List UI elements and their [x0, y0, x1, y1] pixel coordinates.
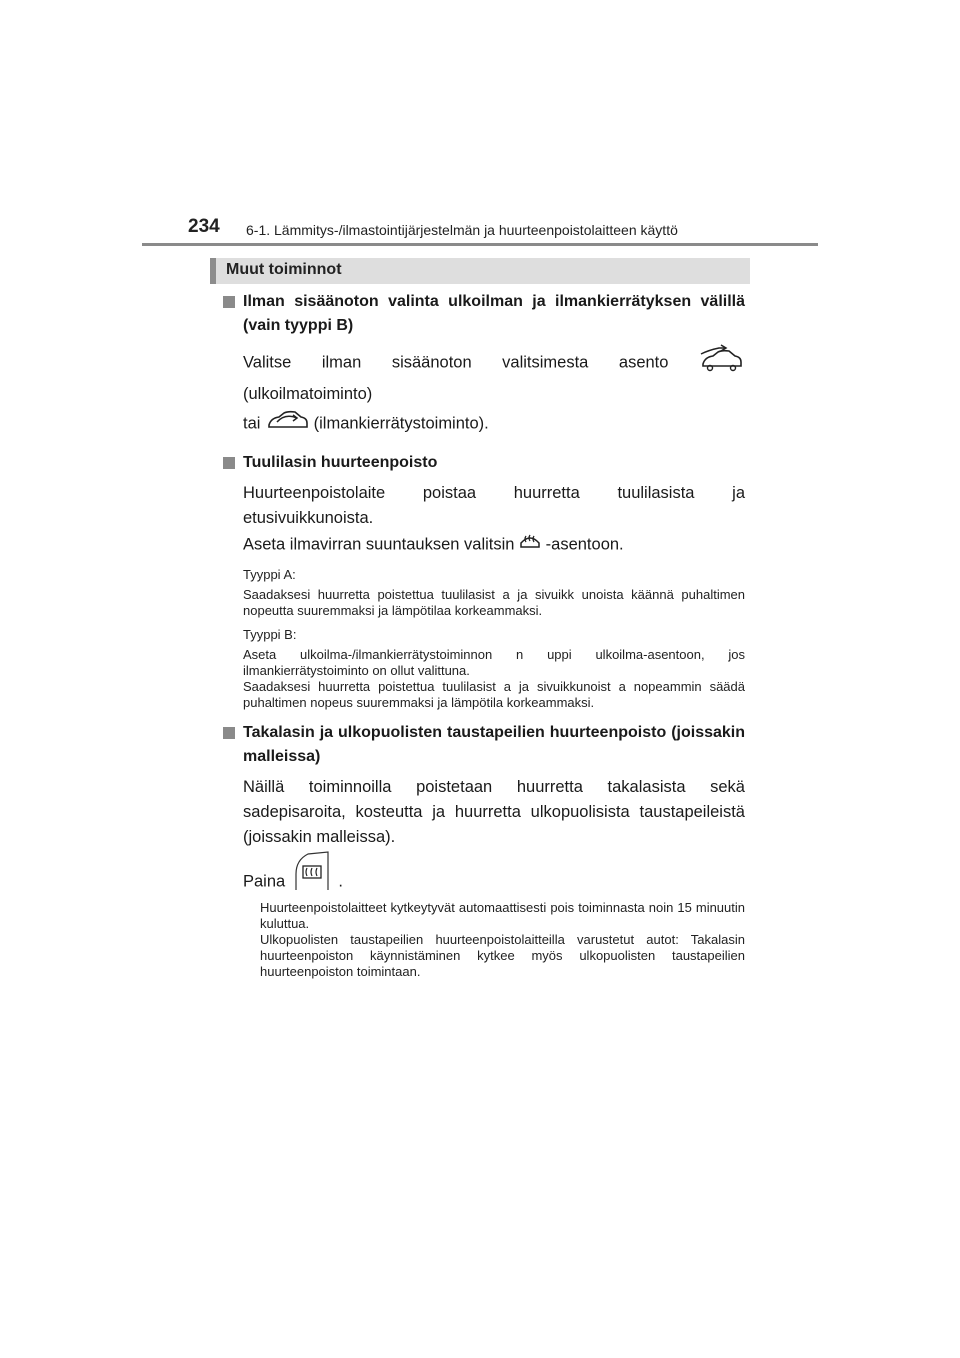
recirculation-mode-icon — [265, 407, 309, 441]
windshield-defogger-icon — [519, 531, 541, 559]
type-a-label: Tyyppi A: — [243, 567, 296, 582]
type-b-text-2: Saadaksesi huurretta poistettua tuulilasist a ja sivuikkunoist a nopeammin säädä puhaltimen nopeus suuremmaksi ja lämpötila korkeammaksi. — [243, 679, 745, 710]
rear-defog-text: Näillä toiminnoilla poistetaan huurretta takalasista sekä sadepisaroita, kosteutta ja huurretta ulkopuolisista taustapeileistä (joissakin malleissa). — [243, 778, 745, 846]
page-content — [223, 290, 745, 980]
square-bullet-icon — [223, 296, 235, 308]
header-rule — [142, 243, 818, 246]
type-b-label: Tyyppi B: — [243, 627, 297, 642]
intake-text: Valitse ilman sisäänoton valitsimesta asento (ulkoilmatoiminto) tai (ilmankierrätystoiminto). — [223, 344, 745, 441]
press-instruction: Paina . — [223, 850, 745, 896]
chapter-title: 6-1. Lämmitys-/ilmastointijärjestelmän ja huurteenpoistolaitteen käyttö — [246, 222, 678, 238]
page-number: 234 — [188, 216, 220, 237]
note-1: Huurteenpoistolaitteet kytkeytyvät automaattisesti pois toiminnasta noin 15 minuutin kuluttua. — [260, 900, 745, 931]
note-2: Ulkopuolisten taustapeilien huurteenpoistolaitteilla varustetut autot: Takalasin huurteenpoiston käynnistäminen kytkee myös ulkopuolisten taustapeilien huurteenpoiston toimintaan. — [260, 932, 745, 979]
windshield-heading: Tuulilasin huurteenpoisto — [223, 451, 745, 475]
windshield-text: Huurteenpoistolaite poistaa huurretta tuulilasista ja etusivuikkunoista. Aseta ilmavirran suuntauksen valitsin -asentoon. — [223, 481, 745, 559]
square-bullet-icon — [223, 457, 235, 469]
outside-air-mode-icon — [699, 344, 745, 382]
section-title: Muut toiminnot — [226, 261, 342, 278]
rear-defog-heading: Takalasin ja ulkopuolisten taustapeilien huurteenpoisto (joissakin malleissa) — [223, 721, 745, 769]
type-a-text: Saadaksesi huurretta poistettua tuulilasist a ja sivuikk unoista käännä puhaltimen nopeutta suuremmaksi ja lämpötilaa korkeammaksi. — [243, 587, 745, 618]
type-b-text-1: Aseta ulkoilma-/ilmankierrätystoiminnon n uppi ulkoilma-asentoon, jos ilmankierrätystoiminto on ollut valittuna. — [243, 647, 745, 678]
intake-heading: Ilman sisäänoton valinta ulkoilman ja ilmankierrätyksen välillä (vain tyyppi B) — [223, 290, 745, 338]
square-bullet-icon — [223, 727, 235, 739]
section-title-bar — [210, 258, 750, 284]
